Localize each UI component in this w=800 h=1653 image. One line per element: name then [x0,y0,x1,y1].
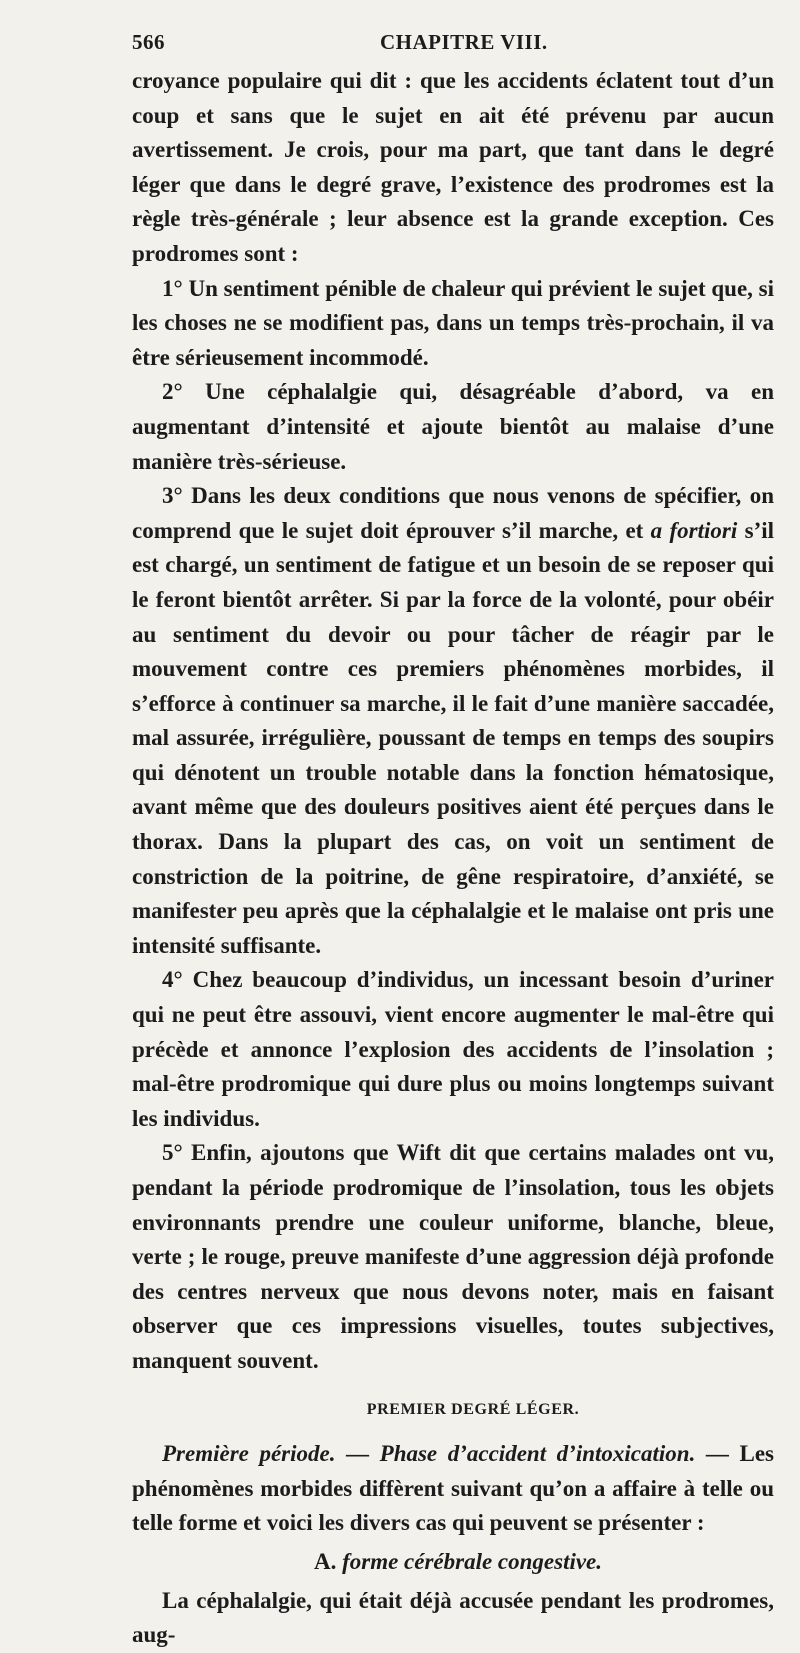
paragraph-3-after: s’il est chargé, un sentiment de fatigue et un besoin de se reposer qui le feront bientôt arrêter. Si par la force de la volonté, pour obéir au sentiment du devoir ou pour tâcher de réagir par le mouvement contre ces premiers phénomènes morbides, il s’efforce à continuer sa marche, il le fait d’une manière saccadée, mal assurée, irrégulière, poussant de temps en temps des soupirs qui dénotent un trouble notable dans la fonction hématosique, avant même que des douleurs positives aient été perçues dans le thorax. Dans la plupart des cas, on voit un sentiment de constriction de la poitrine, de gêne respiratoire, d’anxiété, se manifester peu après que la céphalalgie et le malaise ont pris une intensité suffisante. [132,517,775,958]
paragraph-1: 1° Un sentiment pénible de chaleur qui prévient le sujet que, si les choses ne se modifient pas, dans un temps très-prochain, il va être sérieusement incommodé. [132,275,774,370]
page-header [132,30,772,55]
paragraph-2: 2° Une céphalalgie qui, désagréable d’abord, va en augmentant d’intensité et ajoute bientôt au malaise d’une manière très-sérieuse. [132,379,774,474]
period-phase: Phase d’accident d’intoxication. [379,1441,696,1467]
period-text: — Les phénomènes morbides diffèrent suivant qu’on a affaire à telle ou telle forme et voici les divers cas qui peuvent se présenter : [132,1441,775,1536]
paragraph-3-italic: a fortiori [650,517,738,543]
paragraph-3 [132,479,774,963]
paragraph-intro: croyance populaire qui dit : que les accidents éclatent tout d’un coup et sans que le sujet en ait été prévenu par aucun avertissement. Je crois, pour ma part, que tant dans le degré léger que dans le degré grave, l’existence des prodromes est la règle très-générale ; leur absence est la grande exception. Ces prodromes sont : [132,68,774,266]
paragraph-4: 4° Chez beaucoup d’individus, un incessant besoin d’uriner qui ne peut être assouvi, vient encore augmenter le mal-être qui précède et annonce l’explosion des accidents de l’insolation ; mal-être prodromique qui dure plus ou moins longtemps suivant les individus. [132,967,774,1131]
form-subtitle [132,1545,774,1580]
form-letter: A. [313,1548,337,1574]
last-line: La céphalalgie, qui était déjà accusée pendant les prodromes, aug- [132,1587,774,1648]
body-text [132,64,774,1653]
period-paragraph [132,1437,774,1541]
period-label: Première période. [162,1441,336,1467]
page-number: 566 [132,30,165,54]
period-dash: — [335,1441,380,1467]
paragraph-3-before: 3° Dans les deux conditions que nous venons de spécifier, on comprend que le sujet doit éprouver s’il marche, et [132,483,774,543]
section-title: PREMIER DEGRÉ LÉGER. [366,1400,580,1418]
form-title: forme cérébrale congestive. [342,1548,603,1574]
chapter-title: CHAPITRE VIII. [380,30,548,54]
paragraph-5: 5° Enfin, ajoutons que Wift dit que certains malades ont vu, pendant la période prodromique de l’insolation, tous les objets environnants prendre une couleur uniforme, blanche, bleue, verte ; le rouge, preuve manifeste d’une aggression déjà profonde des centres nerveux que nous devons noter, mais en faisant observer que ces impressions visuelles, toutes subjectives, manquent souvent. [132,1140,774,1373]
